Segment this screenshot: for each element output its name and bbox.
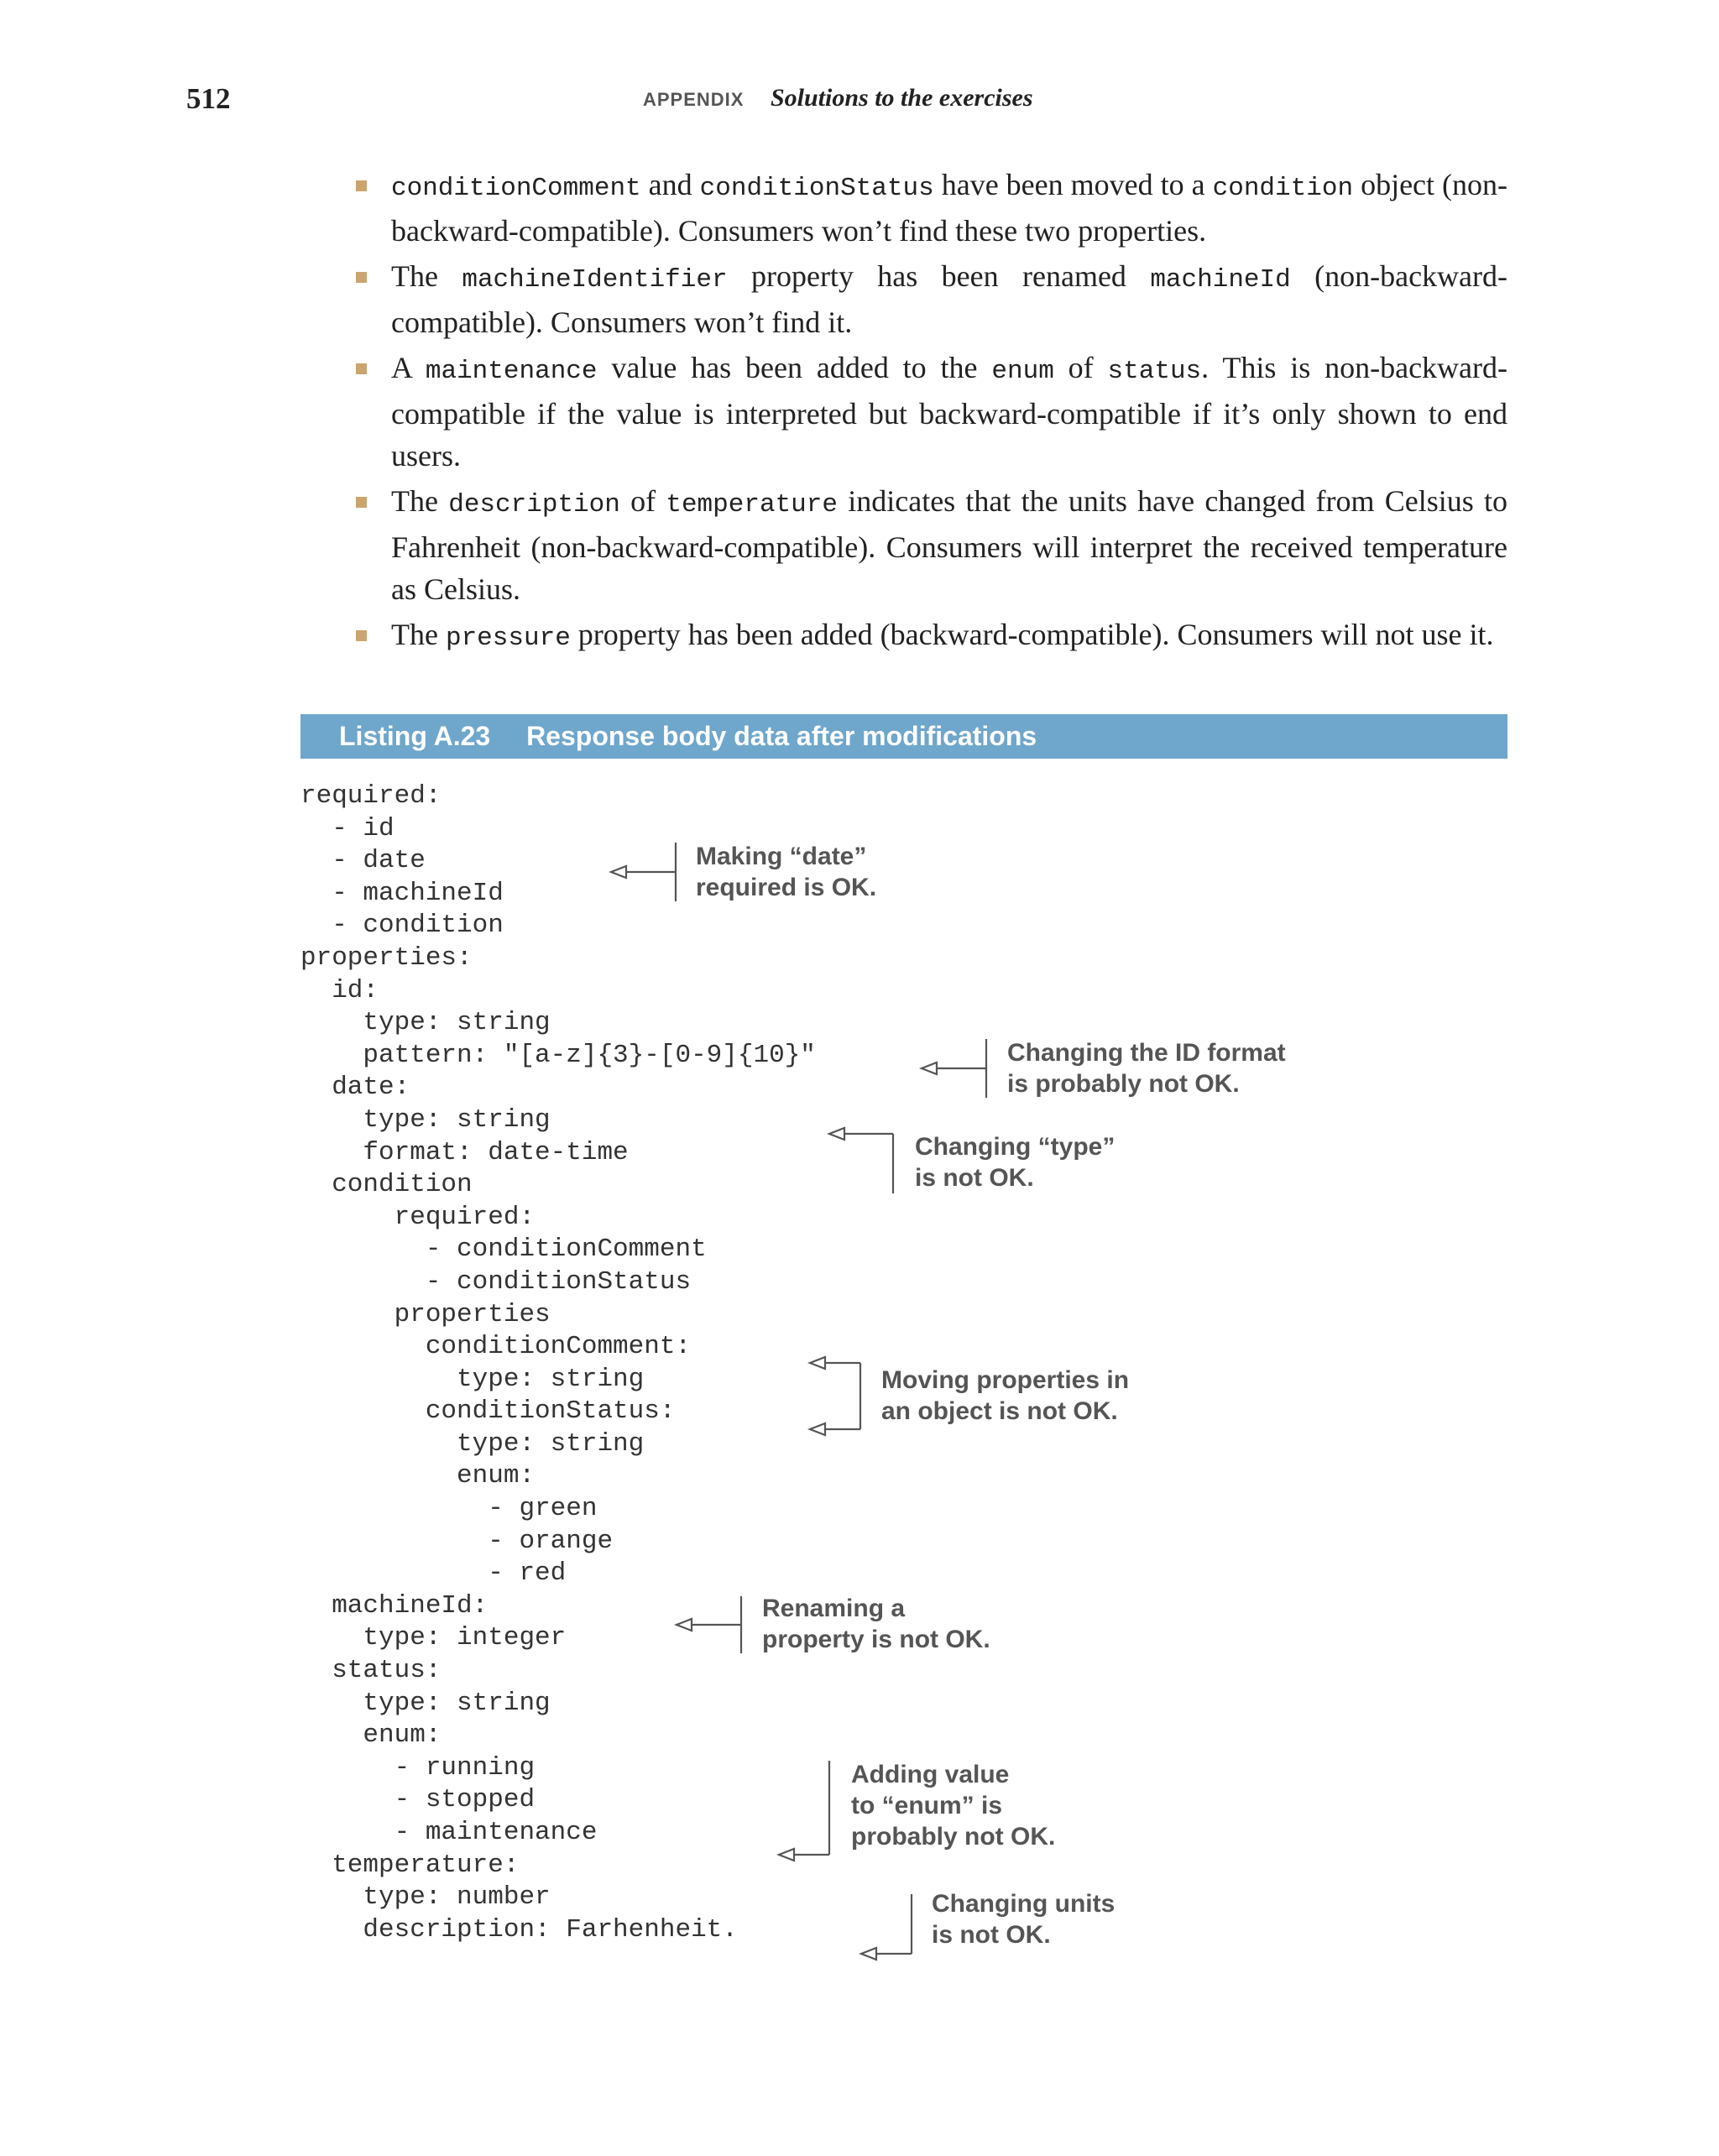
inline-code: enum (991, 357, 1054, 386)
section-label: APPENDIX (643, 89, 745, 110)
code-line: format: date-time (300, 1137, 629, 1167)
code-line: properties: (300, 942, 473, 973)
code-line: conditionStatus: (300, 1396, 676, 1427)
inline-code: description (448, 490, 620, 519)
code-line: type: string (300, 1688, 551, 1718)
bullet-text: A (391, 351, 426, 384)
bullet-text: have been moved to a (933, 168, 1213, 201)
bullet-text: object (non-backward-compatible). Consumers won’t find these two properties. (391, 168, 1508, 248)
inline-code: conditionStatus (699, 174, 934, 203)
bullet-text: The (391, 259, 462, 293)
arrow-date (611, 843, 676, 901)
bullet-text: of (619, 484, 666, 518)
code-line: temperature: (300, 1850, 520, 1880)
code-line: type: string (300, 1104, 551, 1135)
code-line: - id (300, 813, 394, 843)
listing-title: Response body data after modifications (526, 721, 1037, 751)
inline-code: temperature (666, 490, 838, 519)
code-line: id: (300, 975, 379, 1005)
code-line: - conditionComment (300, 1235, 707, 1265)
code-line: type: string (300, 1008, 551, 1038)
code-line: machineId: (300, 1590, 489, 1621)
code-line: conditionComment: (300, 1332, 692, 1362)
code-line: - conditionStatus (300, 1266, 692, 1297)
code-line: - red (300, 1558, 567, 1589)
annotation-moving-properties: Moving properties in an object is not OK. (881, 1366, 1130, 1425)
code-line: required: (300, 781, 442, 811)
code-line: - date (300, 846, 426, 876)
inline-code: maintenance (425, 357, 598, 386)
bullet-text: of (1053, 351, 1108, 384)
annotation-renaming: Renaming a property is not OK. (762, 1595, 990, 1653)
bullet-text: (non-backward-compatible). Consumers won’t find it. (391, 259, 1508, 339)
code-line: pattern: "[a-z]{3}-[0-9]{10}" (300, 1040, 816, 1070)
listing-number: Listing A.23 (339, 721, 491, 751)
inline-code: pressure (445, 624, 571, 653)
code-line: - machineId (300, 878, 504, 908)
code-line: properties (300, 1299, 551, 1329)
bullet-text: indicates that the units have changed from Celsius to Fahrenheit (non-backward-compatible). Consumers will interpret the received temperature as Celsius. (391, 484, 1507, 606)
code-line: - maintenance (300, 1818, 598, 1847)
inline-code: status (1107, 357, 1202, 386)
code-line: - green (300, 1494, 598, 1524)
bullet-text: The (391, 484, 449, 518)
inline-code: condition (1212, 174, 1354, 203)
bullet-text: and (640, 168, 700, 201)
annotation-units: Changing units is not OK. (932, 1890, 1116, 1949)
arrow-moving-properties (810, 1357, 860, 1435)
annotation-date-required: Making “date” required is OK. (696, 843, 877, 901)
arrow-type-change (829, 1128, 893, 1193)
code-line: enum: (300, 1461, 536, 1491)
code-line: type: number (300, 1882, 551, 1913)
code-line: status: (300, 1656, 442, 1686)
code-line: type: string (300, 1428, 645, 1459)
inline-code: machineId (1150, 265, 1291, 295)
code-line: - running (300, 1752, 536, 1783)
code-line: condition (300, 1170, 473, 1200)
annotation-id-format: Changing the ID format is probably not OK. (1007, 1039, 1286, 1098)
arrow-renaming (677, 1596, 741, 1653)
annotation-type-change: Changing “type” is not OK. (915, 1133, 1116, 1192)
arrow-units (861, 1894, 912, 1960)
bullet-text: The (391, 618, 446, 651)
bullet-text: property has been added (backward-compatible). Consumers will not use it. (570, 618, 1494, 651)
inline-code: machineIdentifier (462, 265, 728, 295)
code-line: - orange (300, 1526, 614, 1556)
code-line: description: Farhenheit. (300, 1914, 738, 1945)
bullet-text: . This is non-backward-compatible if the value is interpreted but backward-compatible if it’s only shown to end users. (391, 351, 1507, 472)
bullet-text: property has been renamed (727, 259, 1151, 293)
code-line: date: (300, 1073, 410, 1103)
code-line: required: (300, 1202, 536, 1232)
section-title: Solutions to the exercises (770, 84, 1033, 112)
code-line: type: string (300, 1364, 645, 1394)
arrow-id-format (922, 1039, 986, 1098)
bullet-text: value has been added to the (597, 351, 992, 384)
code-line: - condition (300, 911, 504, 941)
code-line: - stopped (300, 1785, 536, 1815)
code-line: enum: (300, 1720, 442, 1751)
page-number: 512 (186, 82, 231, 115)
inline-code: conditionComment (391, 174, 641, 203)
code-line: type: integer (300, 1623, 567, 1653)
annotation-enum-value: Adding value to “enum” is probably not OK. (851, 1761, 1056, 1851)
arrow-enum-value (779, 1761, 829, 1861)
